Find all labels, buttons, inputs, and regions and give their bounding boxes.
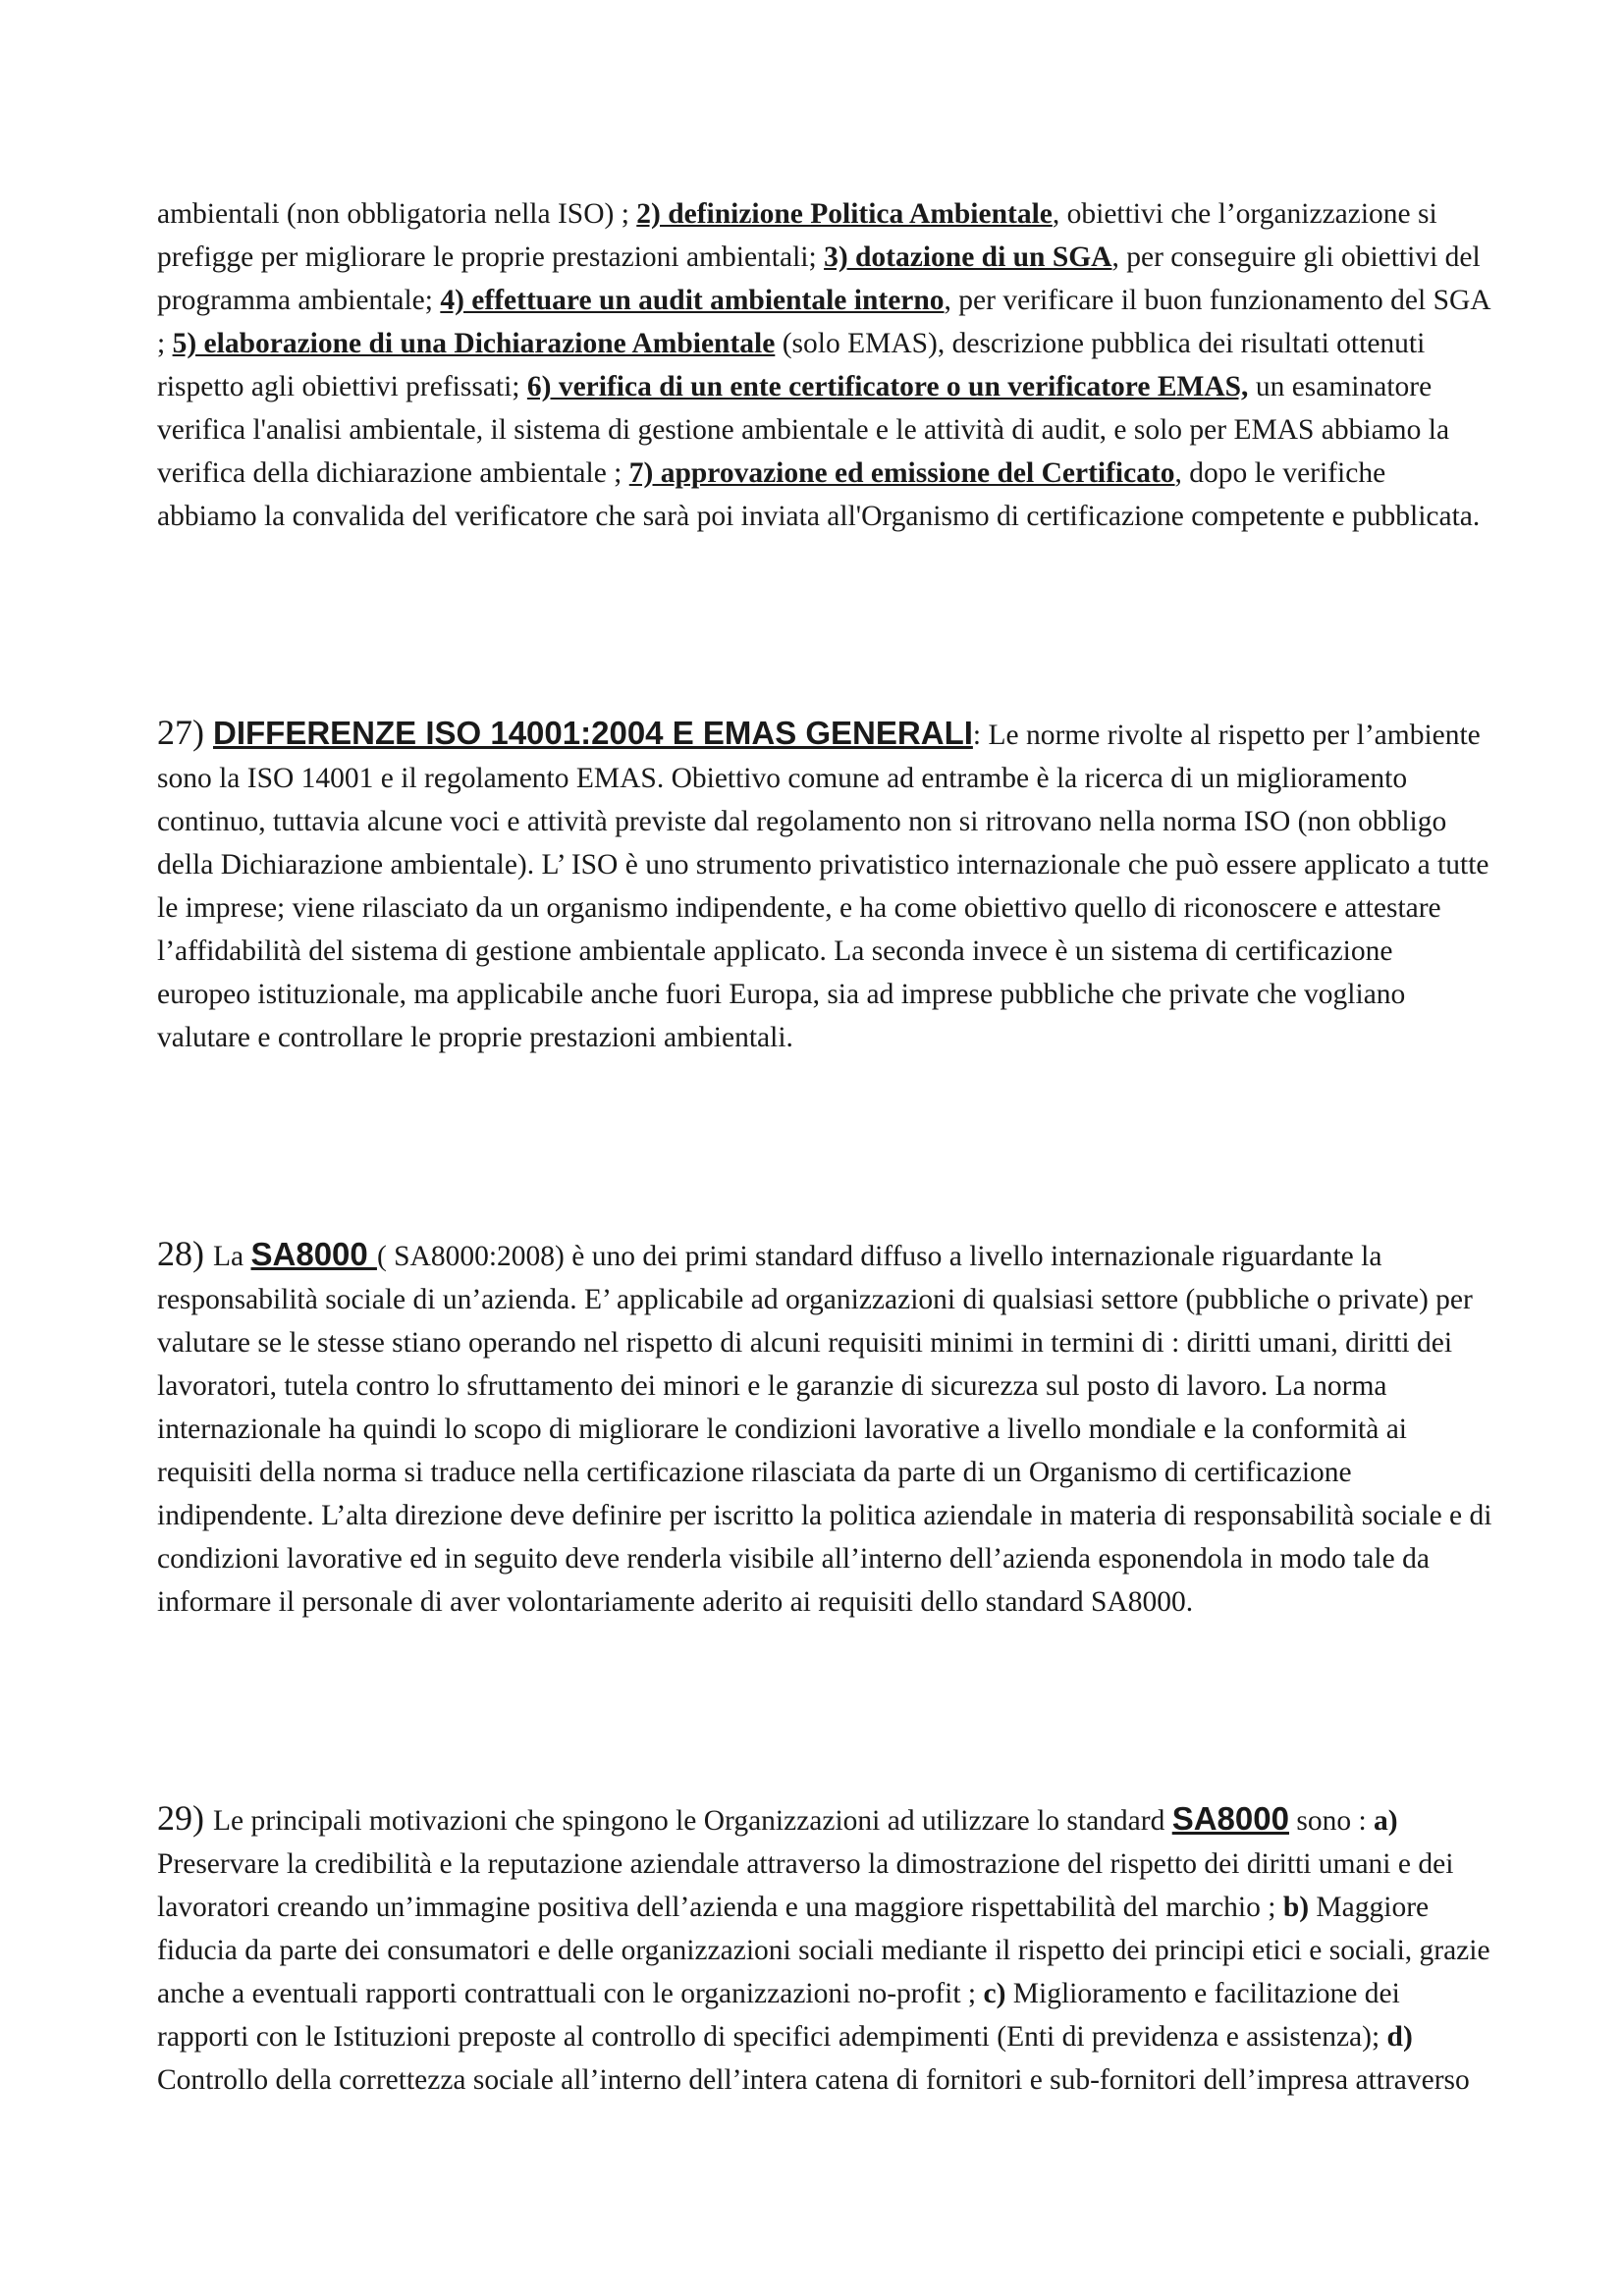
section-number: 29) [157, 1798, 213, 1838]
text-segment: , obiettivi che l’organizzazione si prefigge per migliorare le proprie prestazioni ambientali; [157, 198, 1437, 273]
list-letter-a: a) [1374, 1805, 1398, 1837]
step-7-label: 7) approvazione ed emissione del Certificato [628, 457, 1175, 489]
section-heading: SA8000 [1171, 1800, 1289, 1837]
text-segment: , per conseguire gli obiettivi del programma ambientale; [157, 241, 1481, 316]
list-letter-b: b) [1282, 1892, 1310, 1923]
step-3-label: 3) dotazione di un SGA [824, 241, 1112, 273]
step-2-label: 2) definizione Politica Ambientale [636, 198, 1053, 230]
paragraph-28 [157, 1232, 1492, 1624]
list-text-a: Preservare la credibilità e la reputazione aziendale attraverso la dimostrazione del rispetto dei diritti umani e dei lavoratori creando un’immagine positiva dell’azienda e una maggiore rispettabilità del marchio ; [157, 1848, 1454, 1923]
paragraph-27 [157, 711, 1492, 1059]
text-segment: ambientali (non obbligatoria nella ISO) ; [157, 198, 637, 230]
section-heading: SA8000 [250, 1236, 377, 1272]
list-letter-c: c) [983, 1978, 1006, 2009]
text-segment: un esaminatore verifica l'analisi ambientale, il sistema di gestione ambientale e le attività di audit, e solo per EMAS abbiamo la verifica della dichiarazione ambientale ; [157, 371, 1450, 489]
list-text-d: Controllo della correttezza sociale all’interno dell’intera catena di fornitori e sub-fornitori dell’impresa attraverso [157, 2064, 1470, 2096]
spacer [157, 1059, 1492, 1232]
section-text: : Le norme rivolte al rispetto per l’ambiente sono la ISO 14001 e il regolamento EMAS. Obiettivo comune ad entrambe è la ricerca di un miglioramento continuo, tuttavia alcune voci e attività previste dal regolamento non si ritrovano nella norma ISO (non obbligo della Dichiarazione ambientale). L’ ISO è uno strumento privatistico internazionale che può essere applicato a tutte le imprese; viene rilasciato da un organismo indipendente, e ha come obiettivo quello di riconoscere e attestare l’affidabilità del sistema di gestione ambientale applicato. La seconda invece è un sistema di certificazione europeo istituzionale, ma applicabile anche fuori Europa, sia ad imprese pubbliche che private che vogliano valutare e controllare le proprie prestazioni ambientali. [157, 720, 1489, 1053]
text-segment: La [213, 1241, 251, 1272]
text-segment: Le principali motivazioni che spingono le Organizzazioni ad utilizzare lo standard [213, 1805, 1172, 1837]
text-segment: , per verificare il buon funzionamento del SGA ; [157, 285, 1489, 359]
step-5-label: 5) elaborazione di una Dichiarazione Ambientale [172, 328, 776, 359]
section-heading: DIFFERENZE ISO 14001:2004 E EMAS GENERALI [213, 715, 973, 751]
list-text-c: Miglioramento e facilitazione dei rapporti con le Istituzioni preposte al controllo di specifici adempimenti (Enti di previdenza e assistenza); [157, 1978, 1400, 2053]
section-text: ( SA8000:2008) è uno dei primi standard diffuso a livello internazionale riguardante la responsabilità sociale di un’azienda. E’ applicabile ad organizzazioni di qualsiasi settore (pubbliche o private) per valutare se le stesse stiano operando nel rispetto di alcuni requisiti minimi in termini di : diritti umani, diritti dei lavoratori, tutela contro lo sfruttamento dei minori e le garanzie di sicurezza sul posto di lavoro. La norma internazionale ha quindi lo scopo di migliorare le condizioni lavorative a livello mondiale e la conformità ai requisiti della norma si traduce nella certificazione rilasciata da parte di un Organismo di certificazione indipendente. L’alta direzione deve definire per iscritto la politica aziendale in materia di responsabilità sociale e di condizioni lavorative ed in seguito deve renderla visibile all’interno dell’azienda esponendola in modo tale da informare il personale di aver volontariamente aderito ai requisiti dello standard SA8000. [157, 1241, 1492, 1618]
list-text-b: Maggiore fiducia da parte dei consumatori e delle organizzazioni sociali mediante il rispetto dei principi etici e sociali, grazie anche a eventuali rapporti contrattuali con le organizzazioni no-profit ; [157, 1892, 1490, 2009]
step-4-label: 4) effettuare un audit ambientale interno [440, 285, 945, 316]
text-segment: (solo EMAS), descrizione pubblica dei risultati ottenuti rispetto agli obiettivi prefissati; [157, 328, 1426, 402]
spacer [157, 1624, 1492, 1796]
document-page [157, 192, 1492, 2102]
text-segment: , dopo le verifiche abbiamo la convalida del verificatore che sarà poi inviata all'Organismo di certificazione competente e pubblicata. [157, 457, 1481, 532]
step-6-label: 6) verifica di un ente certificatore o un verificatore EMAS, [526, 371, 1249, 402]
spacer [157, 538, 1492, 711]
paragraph-29 [157, 1796, 1492, 2102]
section-number: 28) [157, 1234, 213, 1273]
section-number: 27) [157, 713, 213, 752]
list-letter-d: d) [1386, 2021, 1413, 2053]
paragraph-continuation [157, 192, 1492, 538]
text-segment: sono : [1288, 1805, 1375, 1837]
